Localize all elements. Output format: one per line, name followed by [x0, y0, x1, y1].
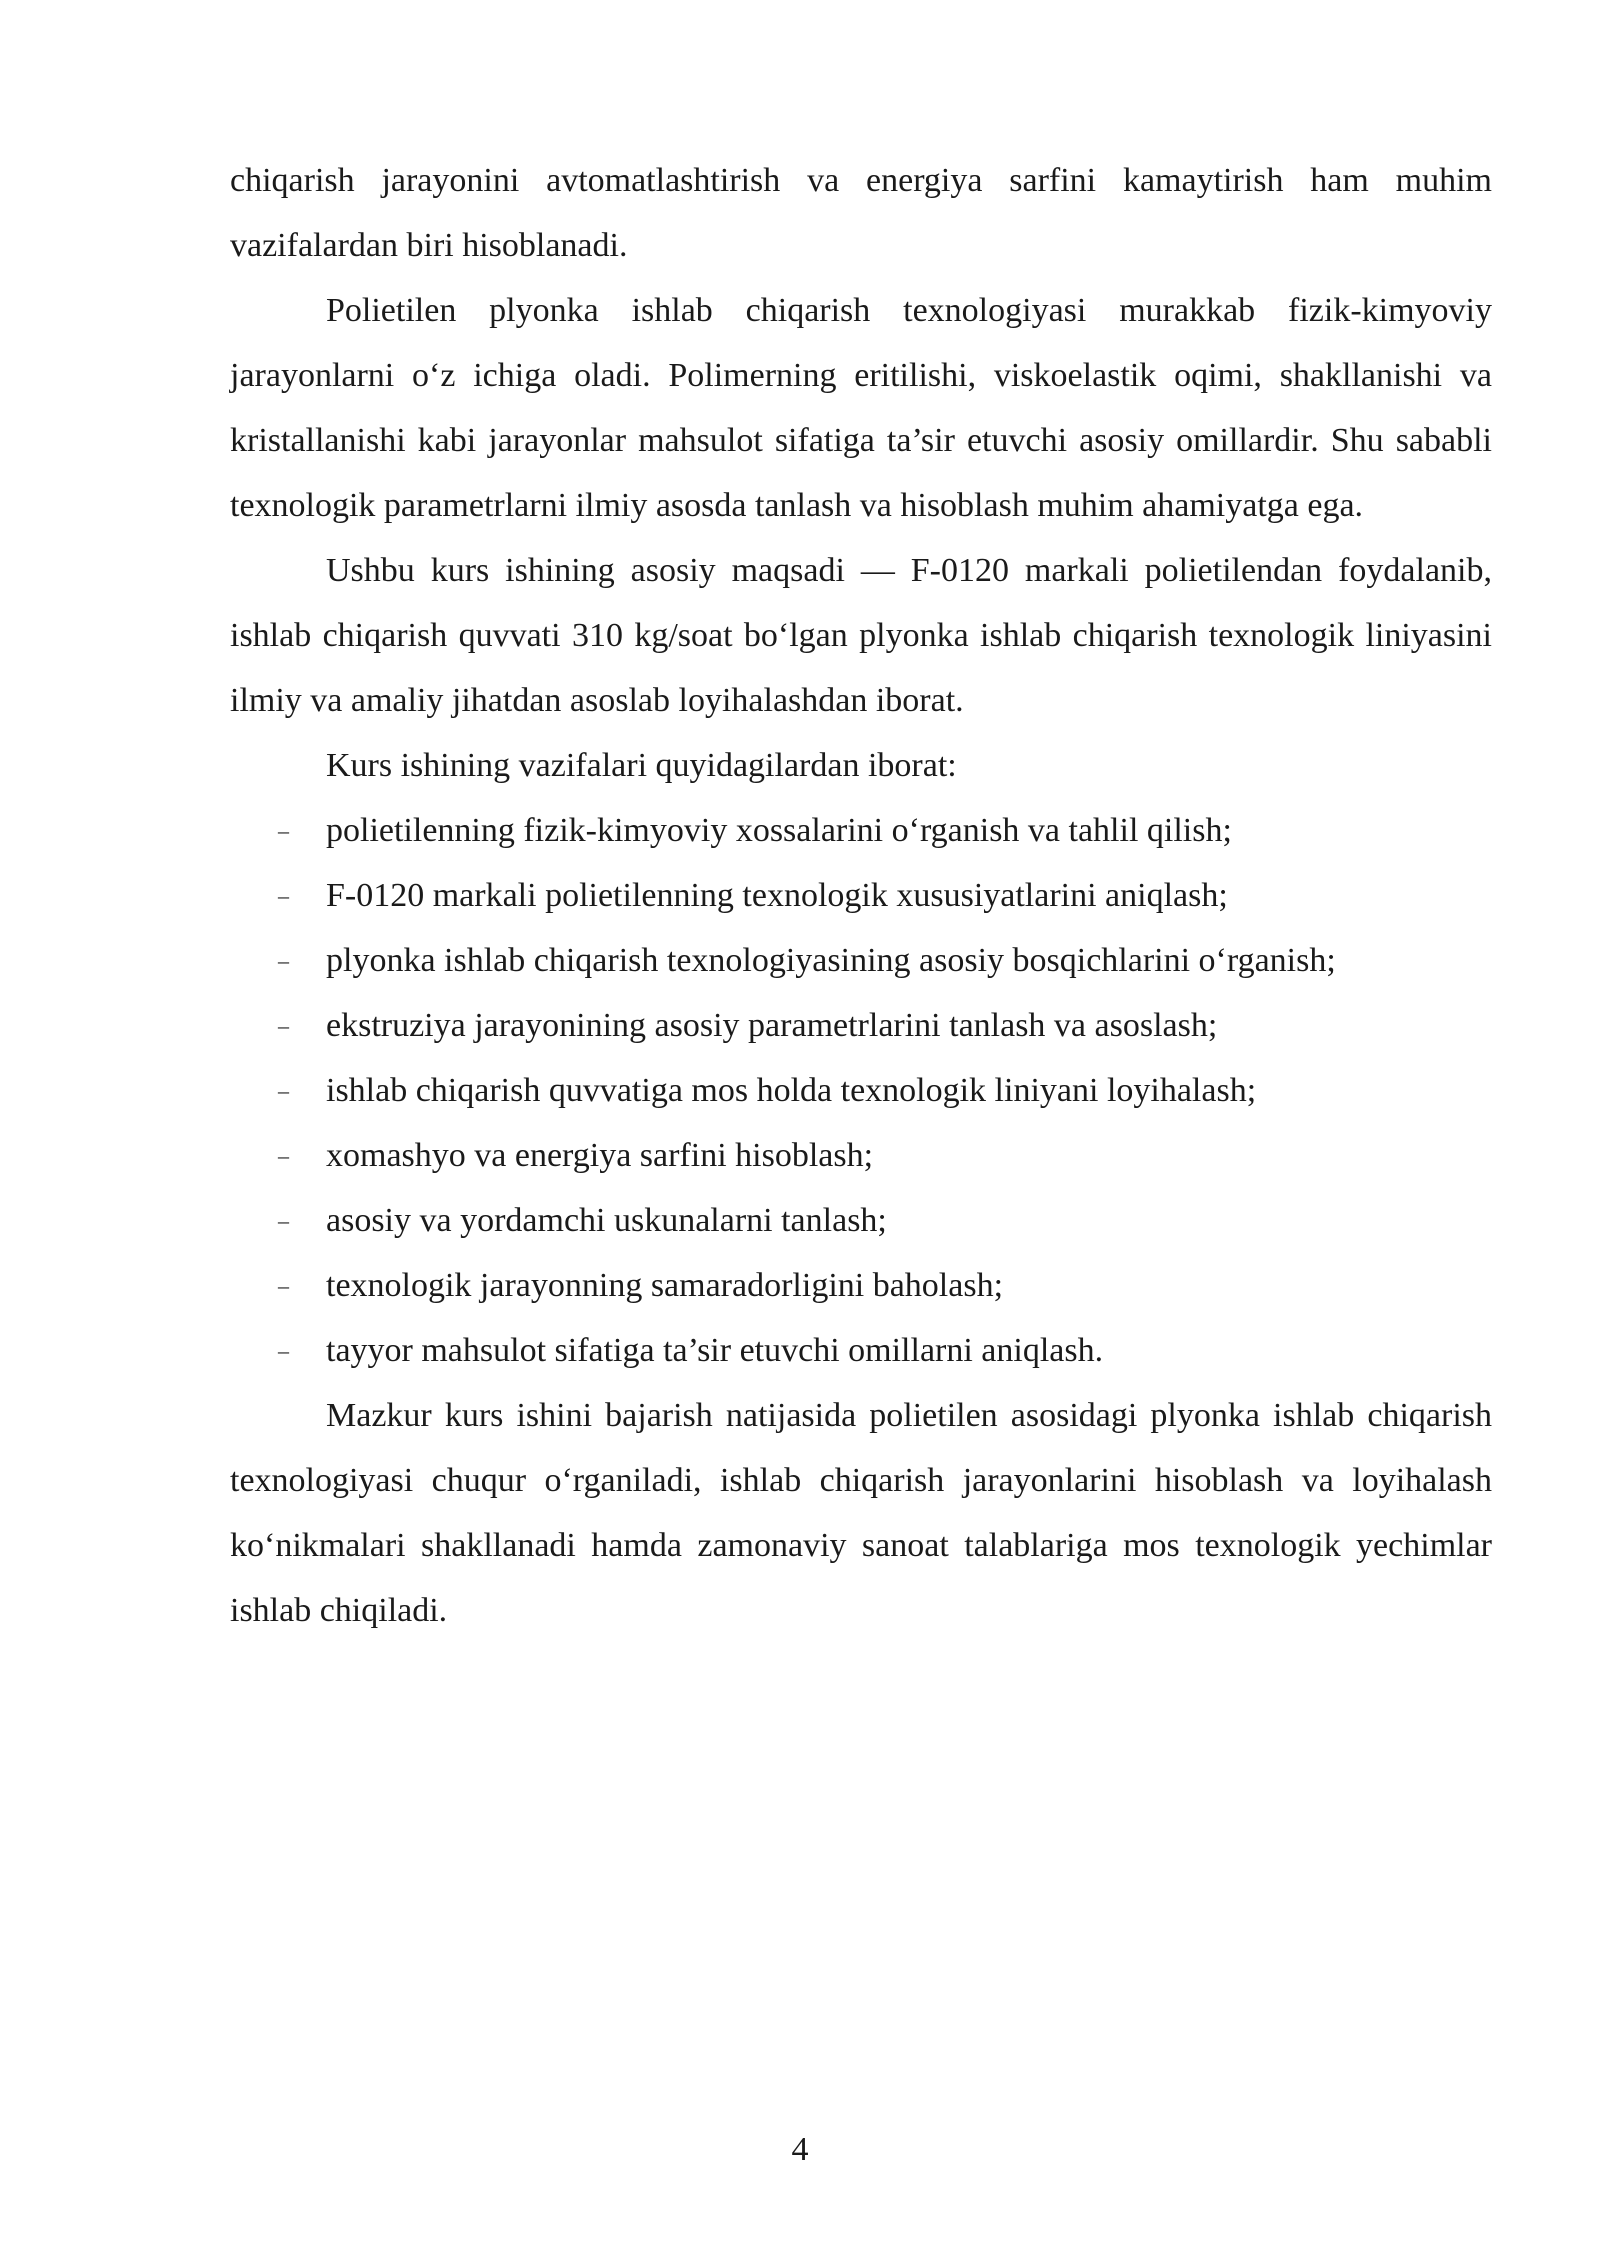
list-item-text: plyonka ishlab chiqarish texnologiyasining asosiy bosqichlarini o‘rganish; [326, 942, 1336, 979]
list-item [230, 1058, 1492, 1123]
list-item-text: xomashyo va energiya sarfini hisoblash; [326, 1137, 874, 1174]
list-item-text: texnologik jarayonning samaradorligini baholash; [326, 1267, 1004, 1304]
list-item-text: ishlab chiqarish quvvatiga mos holda texnologik liniyani loyihalash; [326, 1072, 1257, 1109]
paragraph-tasks-heading: Kurs ishining vazifalari quyidagilardan iborat: [326, 747, 957, 784]
paragraph-technology-overview: Polietilen plyonka ishlab chiqarish texnologiyasi murakkab fizik-kimyoviy jarayonlarni o‘z ichiga oladi. Polimerning eritilishi, viskoelastik oqimi, shakllanishi va kristallanishi kabi jarayonlar mahsulot sifatiga ta’sir etuvchi asosiy omillardir. Shu sababli texnologik parametrlarni ilmiy asosda tanlash va hisoblash muhim ahamiyatga ega. [230, 292, 1492, 524]
list-item [230, 1188, 1492, 1253]
list-item-text: polietilenning fizik-kimyoviy xossalarini o‘rganish va tahlil qilish; [326, 812, 1232, 849]
list-item [230, 1318, 1492, 1383]
document-body [230, 148, 1492, 1643]
dash-bullet-icon: – [278, 1143, 289, 1168]
list-item [230, 928, 1492, 993]
list-item [230, 1123, 1492, 1188]
list-item [230, 993, 1492, 1058]
list-item-text: tayyor mahsulot sifatiga ta’sir etuvchi omillarni aniqlash. [326, 1332, 1104, 1369]
tasks-list [230, 798, 1492, 1383]
list-item [230, 1253, 1492, 1318]
dash-bullet-icon: – [278, 948, 289, 973]
paragraph-conclusion: Mazkur kurs ishini bajarish natijasida polietilen asosidagi plyonka ishlab chiqarish texnologiyasi chuqur o‘rganiladi, ishlab chiqarish jarayonlarini hisoblash va loyihalash ko‘nikmalari shakllanadi hamda zamonaviy sanoat talablariga mos texnologik yechimlar ishlab chiqiladi. [230, 1397, 1492, 1629]
dash-bullet-icon: – [278, 1273, 289, 1298]
paragraph-intro-continuation: chiqarish jarayonini avtomatlashtirish va energiya sarfini kamaytirish ham muhim vazifalardan biri hisoblanadi. [230, 162, 1492, 264]
dash-bullet-icon: – [278, 818, 289, 843]
dash-bullet-icon: – [278, 1078, 289, 1103]
list-item-text: ekstruziya jarayonining asosiy parametrlarini tanlash va asoslash; [326, 1007, 1218, 1044]
dash-bullet-icon: – [278, 1208, 289, 1233]
paragraph-course-goal: Ushbu kurs ishining asosiy maqsadi — F-0120 markali polietilendan foydalanib, ishlab chiqarish quvvati 310 kg/soat bo‘lgan plyonka ishlab chiqarish texnologik liniyasini ilmiy va amaliy jihatdan asoslab loyihalashdan iborat. [230, 552, 1492, 719]
list-item-text: asosiy va yordamchi uskunalarni tanlash; [326, 1202, 887, 1239]
list-item [230, 798, 1492, 863]
dash-bullet-icon: – [278, 1013, 289, 1038]
list-item-text: F-0120 markali polietilenning texnologik xususiyatlarini aniqlash; [326, 877, 1228, 914]
dash-bullet-icon: – [278, 883, 289, 908]
dash-bullet-icon: – [278, 1338, 289, 1363]
page-number: 4 [791, 2131, 809, 2168]
list-item [230, 863, 1492, 928]
